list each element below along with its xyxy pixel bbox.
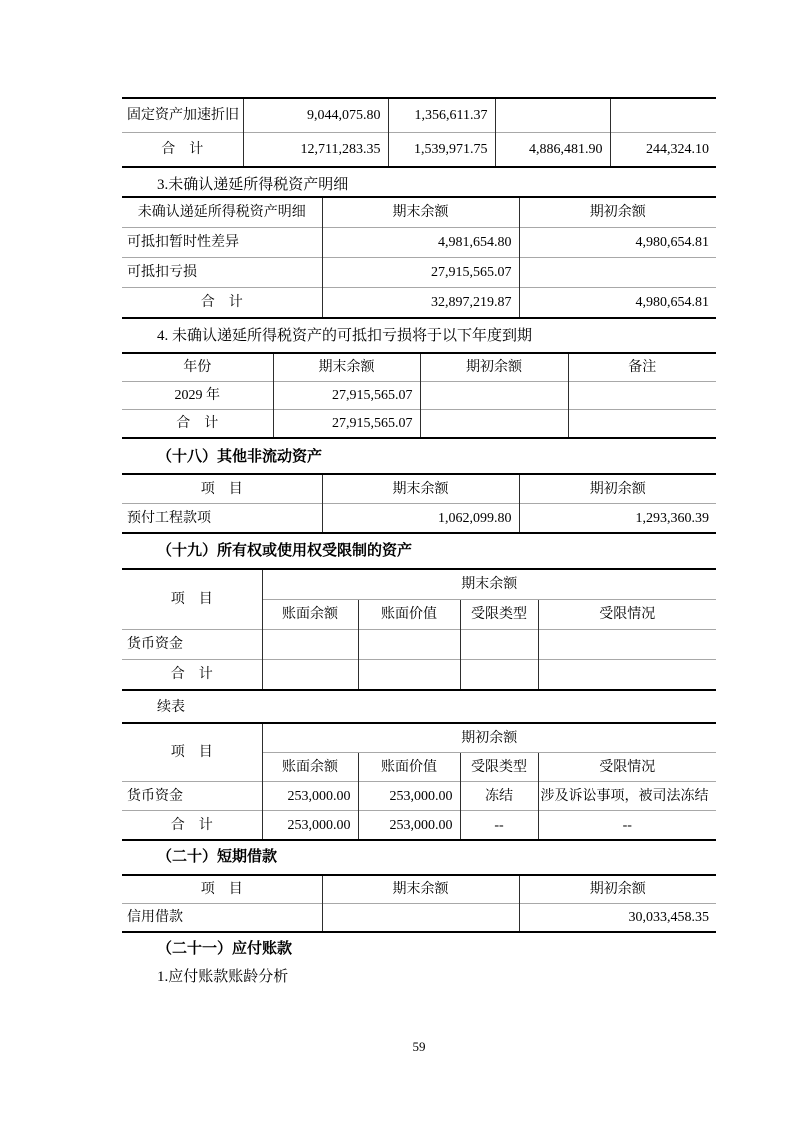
- section-3-heading: 3.未确认递延所得税资产明细: [157, 177, 349, 193]
- restricted-assets-beginning-table: [122, 722, 716, 841]
- beginning-balance-cell: [519, 258, 716, 288]
- item-header-cell: 项 目: [122, 875, 322, 904]
- item-header-cell: 未确认递延所得税资产明细: [122, 197, 322, 228]
- fixed-assets-accelerated-depreciation-table: [122, 97, 716, 168]
- amount-cell: 1,356,611.37: [388, 98, 495, 133]
- note-cell: [568, 410, 716, 439]
- book-value-cell: 253,000.00: [358, 811, 460, 841]
- ending-balance-cell: [322, 904, 519, 933]
- group-header-cell: 期初余额: [262, 723, 716, 753]
- amount-cell: 244,324.10: [610, 133, 716, 168]
- ending-balance-cell: 32,897,219.87: [322, 288, 519, 319]
- total-label-cell: 合 计: [122, 410, 273, 439]
- data-row: [122, 228, 716, 258]
- section-21-sub-item: 1.应付账款账龄分析: [157, 969, 289, 985]
- header-row: [122, 197, 716, 228]
- beginning-balance-cell: 4,980,654.81: [519, 288, 716, 319]
- beginning-balance-cell: [420, 410, 568, 439]
- data-row: [122, 504, 716, 534]
- data-row: [122, 258, 716, 288]
- beginning-balance-header-cell: 期初余额: [519, 197, 716, 228]
- header-row: [122, 569, 716, 600]
- book-value-header-cell: 账面价值: [358, 600, 460, 630]
- note-header-cell: 备注: [568, 353, 716, 382]
- ending-balance-cell: 27,915,565.07: [273, 382, 420, 410]
- amount-cell: 4,886,481.90: [495, 133, 610, 168]
- total-row: [122, 288, 716, 319]
- total-label-cell: 合 计: [122, 811, 262, 841]
- restriction-detail-cell: 涉及诉讼事项，被司法冻结: [538, 782, 716, 811]
- restricted-assets-ending-table: [122, 568, 716, 691]
- restriction-detail-header-cell: 受限情况: [538, 753, 716, 782]
- book-value-cell: [358, 630, 460, 660]
- group-header-cell: 期末余额: [262, 569, 716, 600]
- item-header-cell: 项 目: [122, 474, 322, 504]
- restriction-detail-header-cell: 受限情况: [538, 600, 716, 630]
- beginning-balance-header-cell: 期初余额: [519, 474, 716, 504]
- data-row: [122, 782, 716, 811]
- ending-balance-header-cell: 期末余额: [322, 197, 519, 228]
- section-19-heading: （十九）所有权或使用权受限制的资产: [157, 543, 413, 559]
- short-term-loans-table: [122, 874, 716, 933]
- continuation-table-label: 续表: [157, 700, 185, 715]
- header-row: [122, 474, 716, 504]
- total-label-cell: 合 计: [122, 660, 262, 691]
- restriction-type-header-cell: 受限类型: [460, 600, 538, 630]
- ending-balance-header-cell: 期末余额: [322, 875, 519, 904]
- beginning-balance-cell: 4,980,654.81: [519, 228, 716, 258]
- book-balance-header-cell: 账面余额: [262, 600, 358, 630]
- data-row: [122, 904, 716, 933]
- ending-balance-cell: 27,915,565.07: [322, 258, 519, 288]
- total-row: [122, 133, 716, 168]
- item-cell: 信用借款: [122, 904, 322, 933]
- ending-balance-cell: 27,915,565.07: [273, 410, 420, 439]
- item-cell: 可抵扣亏损: [122, 258, 322, 288]
- other-noncurrent-assets-table: [122, 473, 716, 534]
- beginning-balance-header-cell: 期初余额: [420, 353, 568, 382]
- book-balance-cell: [262, 630, 358, 660]
- book-balance-cell: 253,000.00: [262, 811, 358, 841]
- amount-cell: [495, 98, 610, 133]
- book-value-header-cell: 账面价值: [358, 753, 460, 782]
- restriction-type-cell: [460, 660, 538, 691]
- ending-balance-cell: 4,981,654.80: [322, 228, 519, 258]
- item-header-cell: 项 目: [122, 723, 262, 782]
- ending-balance-header-cell: 期末余额: [273, 353, 420, 382]
- total-row: [122, 410, 716, 439]
- section-20-heading: （二十）短期借款: [157, 849, 278, 865]
- item-cell: 货币资金: [122, 630, 262, 660]
- deductible-loss-expiry-table: [122, 352, 716, 439]
- item-cell: 货币资金: [122, 782, 262, 811]
- restriction-type-cell: 冻结: [460, 782, 538, 811]
- beginning-balance-cell: [420, 382, 568, 410]
- restriction-type-cell: [460, 630, 538, 660]
- restriction-detail-cell: [538, 630, 716, 660]
- book-balance-cell: 253,000.00: [262, 782, 358, 811]
- section-21-heading: （二十一）应付账款: [157, 941, 293, 957]
- item-header-cell: 项 目: [122, 569, 262, 630]
- beginning-balance-cell: 30,033,458.35: [519, 904, 716, 933]
- section-4-heading: 4. 未确认递延所得税资产的可抵扣亏损将于以下年度到期: [157, 328, 533, 344]
- restriction-type-header-cell: 受限类型: [460, 753, 538, 782]
- total-row: [122, 660, 716, 691]
- total-label-cell: 合 计: [122, 133, 243, 168]
- total-label-cell: 合 计: [122, 288, 322, 319]
- beginning-balance-cell: 1,293,360.39: [519, 504, 716, 534]
- data-row: [122, 98, 716, 133]
- ending-balance-header-cell: 期末余额: [322, 474, 519, 504]
- header-row: [122, 723, 716, 753]
- data-row: [122, 630, 716, 660]
- page-number: 59: [412, 1039, 426, 1054]
- item-cell: 固定资产加速折旧: [122, 98, 243, 133]
- note-cell: [568, 382, 716, 410]
- book-balance-cell: [262, 660, 358, 691]
- book-value-cell: 253,000.00: [358, 782, 460, 811]
- year-cell: 2029 年: [122, 382, 273, 410]
- amount-cell: 1,539,971.75: [388, 133, 495, 168]
- ending-balance-cell: 1,062,099.80: [322, 504, 519, 534]
- data-row: [122, 382, 716, 410]
- amount-cell: 9,044,075.80: [243, 98, 388, 133]
- section-18-heading: （十八）其他非流动资产: [157, 449, 323, 465]
- unrecognized-deferred-tax-assets-table: [122, 196, 716, 319]
- restriction-detail-cell: --: [538, 811, 716, 841]
- item-cell: 可抵扣暂时性差异: [122, 228, 322, 258]
- header-row: [122, 875, 716, 904]
- beginning-balance-header-cell: 期初余额: [519, 875, 716, 904]
- item-cell: 预付工程款项: [122, 504, 322, 534]
- restriction-type-cell: --: [460, 811, 538, 841]
- amount-cell: [610, 98, 716, 133]
- page-content: [122, 0, 716, 987]
- total-row: [122, 811, 716, 841]
- book-value-cell: [358, 660, 460, 691]
- year-header-cell: 年份: [122, 353, 273, 382]
- restriction-detail-cell: [538, 660, 716, 691]
- header-row: [122, 353, 716, 382]
- book-balance-header-cell: 账面余额: [262, 753, 358, 782]
- amount-cell: 12,711,283.35: [243, 133, 388, 168]
